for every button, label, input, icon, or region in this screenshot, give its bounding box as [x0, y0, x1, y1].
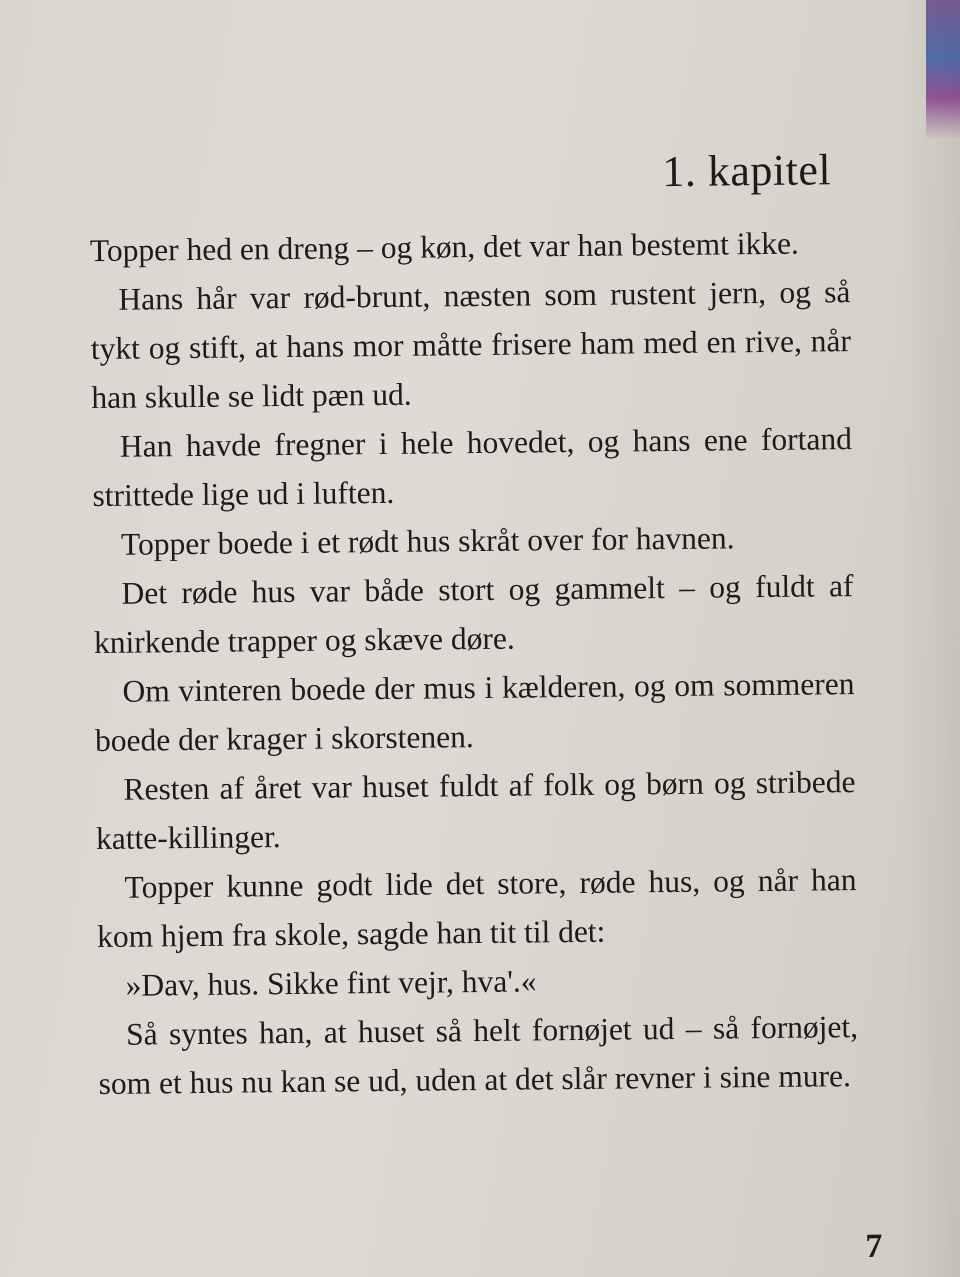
paragraph-9: »Dav, hus. Sikke fint vejr, hva'.« [125, 963, 537, 1003]
paragraph-4: Topper boede i et rødt hus skråt over for havnen. [120, 520, 735, 562]
paragraph-2: Hans hår var rød-brunt, næsten som rustent jern, og så tykt og stift, at hans mor måtte frisere ham med en rive, når han skulle se lidt pæn ud. [90, 274, 852, 416]
paragraph-1: Topper hed en dreng – og køn, det var han bestemt ikke. [89, 225, 800, 269]
chapter-title: 1. kapitel [662, 145, 832, 197]
page-number: 7 [865, 1227, 883, 1265]
paragraph-5: Det røde hus var både stort og gammelt – og fuldt af knirkende trapper og skæve døre. [93, 568, 854, 661]
paragraph-3: Han havde fregner i hele hovedet, og hans ene fortand strittede lige ud i luften. [92, 421, 853, 514]
paragraph-10: Så syntes han, at huset så helt fornøjet ud – så fornøjet, som et hus nu kan se ud, uden at det slår revner i sine mure. [98, 1009, 859, 1102]
paragraph-6: Om vinteren boede der mus i kælderen, og om sommeren boede der krager i skorstenen. [94, 666, 855, 759]
paragraph-7: Resten af året var huset fuldt af folk og børn og stribede katte-killinger. [95, 764, 856, 857]
body-text [90, 218, 859, 1108]
paragraph-8: Topper kunne godt lide det store, røde hus, og når han kom hjem fra skole, sagde han tit til det: [96, 862, 857, 955]
